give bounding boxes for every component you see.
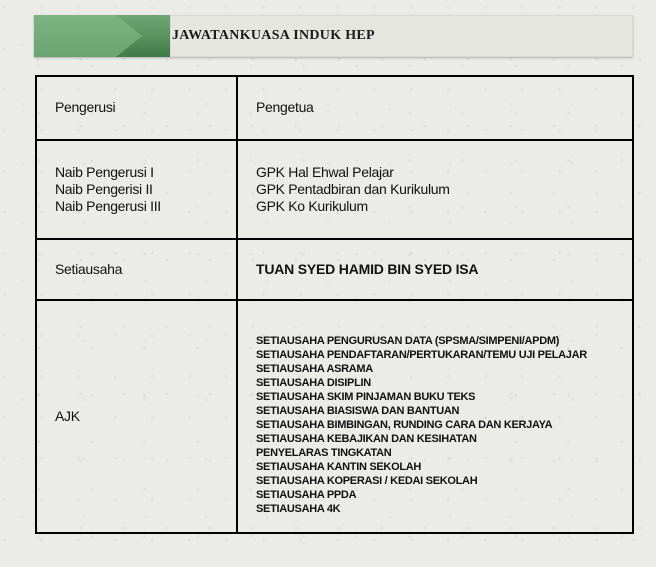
role-label: Naib Pengerusi III xyxy=(55,198,161,214)
members-cell xyxy=(237,300,633,533)
ajk-member: SETIAUSAHA DISIPLIN xyxy=(256,376,371,389)
secretary-name: TUAN SYED HAMID BIN SYED ISA xyxy=(256,260,479,277)
ajk-member-list xyxy=(256,318,632,516)
table-row-naib-pengerusi xyxy=(36,140,633,239)
ajk-member: SETIAUSAHA KOPERASI / KEDAI SEKOLAH xyxy=(256,474,478,487)
chevron-arrow-icon xyxy=(34,15,142,57)
holder-label: GPK Hal Ehwal Pelajar xyxy=(256,164,394,180)
role-label: Setiausaha xyxy=(55,260,123,277)
holder-cell xyxy=(237,76,633,140)
role-label: Naib Pengerisi II xyxy=(55,181,153,197)
role-list xyxy=(55,164,236,215)
role-label: Pengerusi xyxy=(55,99,116,115)
ajk-member: SETIAUSAHA PPDA xyxy=(256,488,357,501)
holder-label: GPK Ko Kurikulum xyxy=(256,198,368,214)
ajk-member: SETIAUSAHA BIASISWA DAN BANTUAN xyxy=(256,404,460,417)
role-cell xyxy=(36,76,237,140)
ajk-member: SETIAUSAHA 4K xyxy=(256,502,341,515)
holder-cell xyxy=(237,140,633,239)
ajk-member: SETIAUSAHA SKIM PINJAMAN BUKU TEKS xyxy=(256,390,476,403)
table-row-ajk xyxy=(36,300,633,533)
ajk-member: SETIAUSAHA ASRAMA xyxy=(256,362,373,375)
ajk-member: PENYELARAS TINGKATAN xyxy=(256,446,392,459)
ajk-member: SETIAUSAHA PENGURUSAN DATA (SPSMA/SIMPENI/APDM) xyxy=(256,334,560,347)
role-label: AJK xyxy=(55,407,80,424)
ajk-member: SETIAUSAHA BIMBINGAN, RUNDING CARA DAN KERJAYA xyxy=(256,418,553,431)
holder-cell xyxy=(237,239,633,300)
table-row-setiausaha xyxy=(36,239,633,300)
holder-list xyxy=(256,164,632,215)
ajk-member: SETIAUSAHA KANTIN SEKOLAH xyxy=(256,460,422,473)
table-row-pengerusi xyxy=(36,76,633,140)
header-banner xyxy=(34,15,633,57)
ajk-member: SETIAUSAHA KEBAJIKAN DAN KESIHATAN xyxy=(256,432,477,445)
committee-table xyxy=(35,75,634,534)
ajk-member: SETIAUSAHA PENDAFTARAN/PERTUKARAN/TEMU UJI PELAJAR xyxy=(256,348,587,361)
role-cell xyxy=(36,239,237,300)
holder-label: Pengetua xyxy=(256,99,314,115)
role-cell xyxy=(36,140,237,239)
role-cell xyxy=(36,300,237,533)
role-label: Naib Pengerusi I xyxy=(55,164,154,180)
holder-label: GPK Pentadbiran dan Kurikulum xyxy=(256,181,450,197)
page-title: JAWATANKUASA INDUK HEP xyxy=(172,28,375,43)
